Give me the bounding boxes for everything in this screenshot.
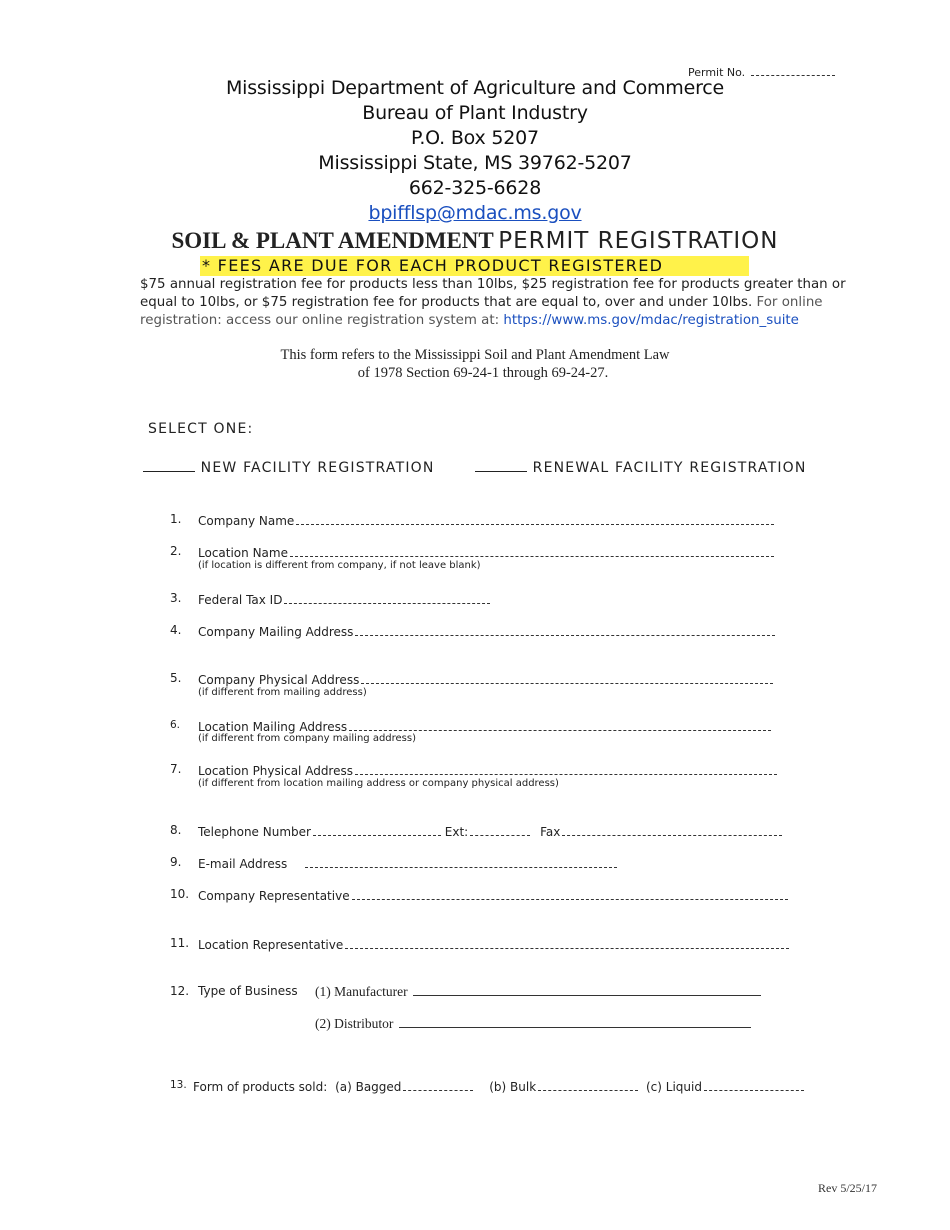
field-6-number: 6.: [170, 719, 181, 731]
field-9-number: 9.: [170, 855, 182, 869]
header-bureau: Bureau of Plant Industry: [362, 102, 588, 124]
permit-number-field[interactable]: [751, 63, 835, 76]
company-representative-field[interactable]: [352, 887, 788, 900]
distributor-label: (2) Distributor: [315, 1016, 394, 1031]
bagged-field[interactable]: [403, 1078, 473, 1091]
field-11-number: 11.: [170, 936, 190, 950]
law-note-line1: This form refers to the Mississippi Soil and Plant Amendment Law: [280, 347, 670, 363]
field-10-number: 10.: [170, 887, 190, 901]
fee-text-line3: [140, 312, 799, 330]
law-note-line2: of 1978 Section 69-24-1 through 69-24-27.: [357, 365, 609, 381]
option-renewal-label: RENEWAL FACILITY REGISTRATION: [532, 460, 807, 476]
form-of-products-label: Form of products sold:: [193, 1080, 328, 1094]
header-email-link[interactable]: bpifflsp@mdac.ms.gov: [368, 202, 582, 224]
location-physical-address-note: (if different from location mailing address or company physical address): [198, 778, 559, 789]
email-address-row: [198, 855, 617, 871]
header-city: Mississippi State, MS 39762-5207: [318, 152, 632, 174]
field-5-number: 5.: [170, 671, 182, 685]
company-representative-row: [198, 887, 788, 903]
ext-label: Ext:: [444, 825, 469, 839]
form-of-products-row: [193, 1078, 804, 1094]
telephone-label: Telephone Number: [198, 825, 311, 839]
page-title: [0, 228, 950, 254]
company-name-row: [198, 512, 774, 528]
location-name-row: [198, 544, 774, 560]
fee-text-line1: $75 annual registration fee for products less than 10lbs, $25 registration fee for products greater than or: [140, 277, 846, 292]
title-regular: PERMIT REGISTRATION: [498, 228, 779, 254]
bagged-label: (a) Bagged: [335, 1080, 402, 1094]
field-12-number: 12.: [170, 984, 190, 998]
field-2-number: 2.: [170, 544, 182, 558]
ext-field[interactable]: [470, 823, 530, 836]
permit-number-label: Permit No.: [688, 66, 746, 79]
field-1-number: 1.: [170, 512, 182, 526]
company-physical-address-row: [198, 671, 773, 687]
company-name-field[interactable]: [296, 512, 774, 525]
option-new-facility[interactable]: [143, 457, 435, 476]
option-renewal-blank[interactable]: [475, 457, 527, 472]
liquid-field[interactable]: [704, 1078, 804, 1091]
type-of-business-label: Type of Business: [198, 984, 298, 998]
select-one-heading: SELECT ONE:: [148, 421, 254, 437]
field-8-number: 8.: [170, 823, 182, 837]
manufacturer-field[interactable]: [413, 983, 761, 996]
fee-text-line2b: For online: [756, 295, 823, 310]
title-bold: SOIL & PLANT AMENDMENT: [171, 228, 494, 253]
bulk-label: (b) Bulk: [489, 1080, 537, 1094]
manufacturer-row: [315, 983, 761, 1000]
email-address-label: E-mail Address: [198, 857, 288, 871]
federal-tax-id-row: [198, 591, 490, 607]
location-mailing-address-label: Location Mailing Address: [198, 720, 348, 734]
field-3-number: 3.: [170, 591, 182, 605]
field-4-number: 4.: [170, 623, 182, 637]
location-representative-row: [198, 936, 789, 952]
revision-date: Rev 5/25/17: [818, 1181, 877, 1195]
field-13-number: 13.: [170, 1079, 187, 1091]
option-new-label: NEW FACILITY REGISTRATION: [200, 460, 435, 476]
distributor-field[interactable]: [399, 1015, 751, 1028]
company-mailing-address-field[interactable]: [355, 623, 775, 636]
email-address-field[interactable]: [305, 855, 617, 868]
liquid-label: (c) Liquid: [646, 1080, 702, 1094]
company-physical-address-field[interactable]: [361, 671, 773, 684]
company-mailing-address-label: Company Mailing Address: [198, 625, 354, 639]
company-representative-label: Company Representative: [198, 889, 350, 903]
distributor-row: [315, 1015, 751, 1032]
company-name-label: Company Name: [198, 514, 295, 528]
federal-tax-id-field[interactable]: [284, 591, 490, 604]
header-phone: 662-325-6628: [408, 177, 542, 199]
location-mailing-address-field[interactable]: [349, 718, 771, 731]
manufacturer-label: (1) Manufacturer: [315, 984, 408, 999]
bulk-field[interactable]: [538, 1078, 638, 1091]
location-physical-address-row: [198, 762, 777, 778]
header-agency: Mississippi Department of Agriculture and Commerce: [225, 77, 725, 99]
fees-notice: * FEES ARE DUE FOR EACH PRODUCT REGISTERED: [202, 256, 664, 275]
fee-text-line2: [140, 294, 823, 312]
location-physical-address-field[interactable]: [355, 762, 777, 775]
location-name-label: Location Name: [198, 546, 288, 560]
option-new-blank[interactable]: [143, 457, 195, 472]
company-physical-address-note: (if different from mailing address): [198, 687, 367, 698]
registration-url-link[interactable]: https://www.ms.gov/mdac/registration_suite: [503, 313, 799, 328]
fax-label: Fax: [540, 825, 561, 839]
telephone-row: [198, 823, 782, 839]
federal-tax-id-label: Federal Tax ID: [198, 593, 283, 607]
company-physical-address-label: Company Physical Address: [198, 673, 360, 687]
location-name-note: (if location is different from company, if not leave blank): [198, 560, 481, 571]
location-representative-field[interactable]: [345, 936, 789, 949]
fee-text-line3a: registration: access our online registration system at:: [140, 313, 500, 328]
location-representative-label: Location Representative: [198, 938, 344, 952]
field-7-number: 7.: [170, 762, 182, 776]
location-mailing-address-note: (if different from company mailing address): [198, 733, 417, 744]
fax-field[interactable]: [562, 823, 782, 836]
company-mailing-address-row: [198, 623, 775, 639]
location-mailing-address-row: [198, 718, 771, 734]
header-email-row: [0, 202, 950, 224]
header-po-box: P.O. Box 5207: [411, 127, 539, 149]
location-name-field[interactable]: [290, 544, 774, 557]
location-physical-address-label: Location Physical Address: [198, 764, 353, 778]
telephone-field[interactable]: [313, 823, 441, 836]
option-renewal-facility[interactable]: [475, 457, 807, 476]
fee-text-line2a: equal to 10lbs, or $75 registration fee for products that are equal to, over and under 10lbs.: [140, 295, 753, 310]
